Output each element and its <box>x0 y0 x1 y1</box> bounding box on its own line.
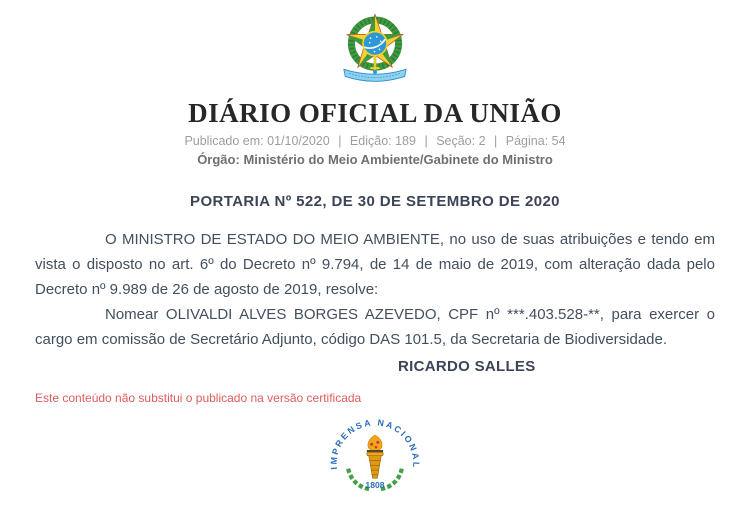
secao-value: 2 <box>478 134 486 148</box>
orgao-value: Ministério do Meio Ambiente/Gabinete do Ministro <box>243 152 553 167</box>
brazil-coat-of-arms-icon <box>0 8 750 88</box>
meta-separator: | <box>494 134 498 148</box>
pagina-value: 54 <box>551 134 566 148</box>
orgao-line <box>0 152 750 167</box>
edicao-value: 189 <box>395 134 416 148</box>
document-content <box>0 193 750 405</box>
header <box>0 0 750 167</box>
orgao-label: Órgão: <box>197 152 240 167</box>
paragraph-nomeacao: Nomear OLIVALDI ALVES BORGES AZEVEDO, CPF nº ***.403.528-**, para exercer o cargo em comissão de Secretário Adjunto, código DAS 101.5, da Secretaria de Biodiversidade. <box>35 306 715 348</box>
meta-separator: | <box>338 134 342 148</box>
portaria-body <box>35 227 715 352</box>
publicado-value: 01/10/2020 <box>267 134 330 148</box>
publication-meta <box>0 134 750 148</box>
page-title: DIÁRIO OFICIAL DA UNIÃO <box>188 98 562 128</box>
footer <box>0 417 750 505</box>
portaria-heading: PORTARIA Nº 522, DE 30 DE SETEMBRO DE 2020 <box>190 193 560 210</box>
secao-label: Seção: <box>436 134 476 148</box>
signature-name: RICARDO SALLES <box>398 358 536 375</box>
logo-year: 1808 <box>365 479 385 490</box>
edicao-label: Edição: <box>349 134 392 148</box>
imprensa-nacional-logo <box>0 417 750 505</box>
meta-separator: | <box>424 134 428 148</box>
paragraph-preamble: O MINISTRO DE ESTADO DO MEIO AMBIENTE, no uso de suas atribuições e tendo em vista o disposto no art. 6º do Decreto nº 9.794, de 14 de maio de 2019, com alteração dada pelo Decreto nº 9.989 de 26 de agosto de 2019, resolve: <box>35 231 715 298</box>
logo-circular-text: IMPRENSA NACIONAL <box>328 417 422 470</box>
pagina-label: Página: <box>505 134 549 148</box>
certification-disclaimer: Este conteúdo não substitui o publicado na versão certificada <box>35 391 362 405</box>
publicado-label: Publicado em: <box>184 134 264 148</box>
